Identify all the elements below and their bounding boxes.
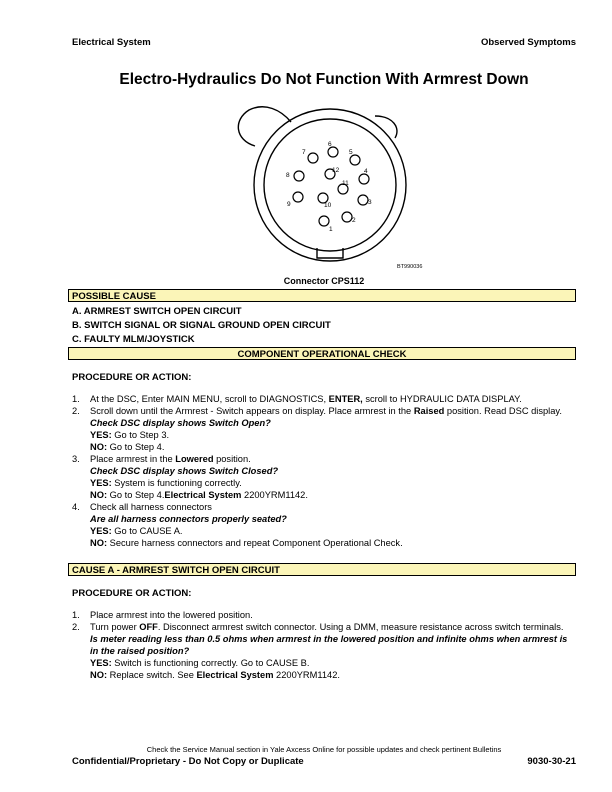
page-number: 9030-30-21 <box>527 756 576 767</box>
step-number: 1. <box>72 394 80 404</box>
step-2 <box>72 405 572 453</box>
cause-a-header: CAUSE A - ARMREST SWITCH OPEN CIRCUIT <box>68 563 576 576</box>
step-text: . Disconnect armrest switch connector. Using a DMM, measure resistance across switch terminals. <box>157 622 564 632</box>
connector-latch-outline <box>238 107 291 146</box>
step-text: position. <box>213 454 251 464</box>
pin-7 <box>308 153 318 163</box>
pin-5 <box>350 155 360 165</box>
component-check-header: COMPONENT OPERATIONAL CHECK <box>68 347 576 360</box>
procedure-label-1: PROCEDURE OR ACTION: <box>72 372 192 383</box>
step-no: NO: Go to Step 4. <box>90 442 165 452</box>
step-yes: YES: Switch is functioning correctly. Go to CAUSE B. <box>90 658 310 668</box>
step-1 <box>72 393 572 405</box>
figure-code: BT990036 <box>397 264 423 270</box>
pin-6 <box>328 147 338 157</box>
pin-label-10: 10 <box>324 202 332 209</box>
step-yes: YES: System is functioning correctly. <box>90 478 242 488</box>
step-number: 2. <box>72 622 80 632</box>
step-question: Check DSC display shows Switch Open? <box>90 418 271 428</box>
step-text: At the DSC, Enter MAIN MENU, scroll to DIAGNOSTICS, <box>90 394 329 404</box>
step-no: NO: Go to Step 4.Electrical System 2200YRM1142. <box>90 490 308 500</box>
possible-cause-header: POSSIBLE CAUSE <box>68 289 576 302</box>
step-2 <box>72 621 572 681</box>
header-chapter-title: Observed Symptoms <box>480 37 576 48</box>
pin-1 <box>319 216 329 226</box>
pin-2 <box>342 212 352 222</box>
step-keyword: ENTER, <box>328 394 363 404</box>
step-number: 1. <box>72 610 80 620</box>
pin-label-5: 5 <box>349 149 353 156</box>
step-number: 2. <box>72 406 80 416</box>
pin-8 <box>294 171 304 181</box>
pin-label-8: 8 <box>286 172 290 179</box>
pin-label-12: 12 <box>332 167 340 174</box>
page-title: Electro-Hydraulics Do Not Function With Armrest Down <box>119 71 529 88</box>
connector-key-slot <box>317 248 343 258</box>
step-1 <box>72 609 572 621</box>
step-question: Is meter reading less than 0.5 ohms when armrest in the lowered position and infinite ohms when armrest is in the raised position? <box>90 634 568 656</box>
footer-note: Check the Service Manual section in Yale Axcess Online for possible updates and check pertinent Bulletins <box>146 745 502 754</box>
pin-label-9: 9 <box>287 201 291 208</box>
pin-label-1: 1 <box>329 226 333 233</box>
step-keyword: Raised <box>413 406 445 416</box>
step-text: Place armrest in the <box>90 454 176 464</box>
header-section-title: Electrical System <box>72 37 151 48</box>
step-keyword: OFF <box>139 622 158 632</box>
pin-label-3: 3 <box>368 199 372 206</box>
step-yes: YES: Go to Step 3. <box>90 430 170 440</box>
step-keyword: Lowered <box>175 454 214 464</box>
step-text: position. Read DSC display. <box>444 406 562 416</box>
pin-label-2: 2 <box>352 217 356 224</box>
step-question: Are all harness connectors properly seated? <box>90 514 287 524</box>
pin-label-4: 4 <box>364 168 368 175</box>
pin-label-6: 6 <box>328 141 332 148</box>
step-yes: YES: Go to CAUSE A. <box>90 526 183 536</box>
pin-9 <box>293 192 303 202</box>
step-text: Scroll down until the Armrest - Switch appears on display. Place armrest in the <box>90 406 414 416</box>
connector-outer-ring <box>254 109 406 261</box>
cause-a-steps <box>72 609 572 681</box>
step-number: 3. <box>72 454 80 464</box>
pin-label-7: 7 <box>302 149 306 156</box>
step-question: Check DSC display shows Switch Closed? <box>90 466 279 476</box>
step-number: 4. <box>72 502 80 512</box>
procedure-label-2: PROCEDURE OR ACTION: <box>72 588 192 599</box>
component-check-steps <box>72 393 572 549</box>
connector-diagram <box>225 100 445 275</box>
possible-cause-b: B. SWITCH SIGNAL OR SIGNAL GROUND OPEN CIRCUIT <box>72 320 331 331</box>
step-4 <box>72 501 572 549</box>
pin-3 <box>358 195 368 205</box>
footer-confidential: Confidential/Proprietary - Do Not Copy or Duplicate <box>72 756 304 767</box>
pin-label-11: 11 <box>342 180 349 187</box>
step-no: NO: Replace switch. See Electrical System 2200YRM1142. <box>90 670 340 680</box>
step-text: scroll to HYDRAULIC DATA DISPLAY. <box>362 394 522 404</box>
possible-cause-a: A. ARMREST SWITCH OPEN CIRCUIT <box>72 306 242 317</box>
step-text: Check all harness connectors <box>90 502 212 512</box>
possible-cause-c: C. FAULTY MLM/JOYSTICK <box>72 334 195 345</box>
figure-caption: Connector CPS112 <box>283 276 365 286</box>
pin-4 <box>359 174 369 184</box>
step-text: Place armrest into the lowered position. <box>90 610 253 620</box>
step-3 <box>72 453 572 501</box>
step-text: Turn power <box>90 622 140 632</box>
step-no: NO: Secure harness connectors and repeat Component Operational Check. <box>90 538 403 548</box>
